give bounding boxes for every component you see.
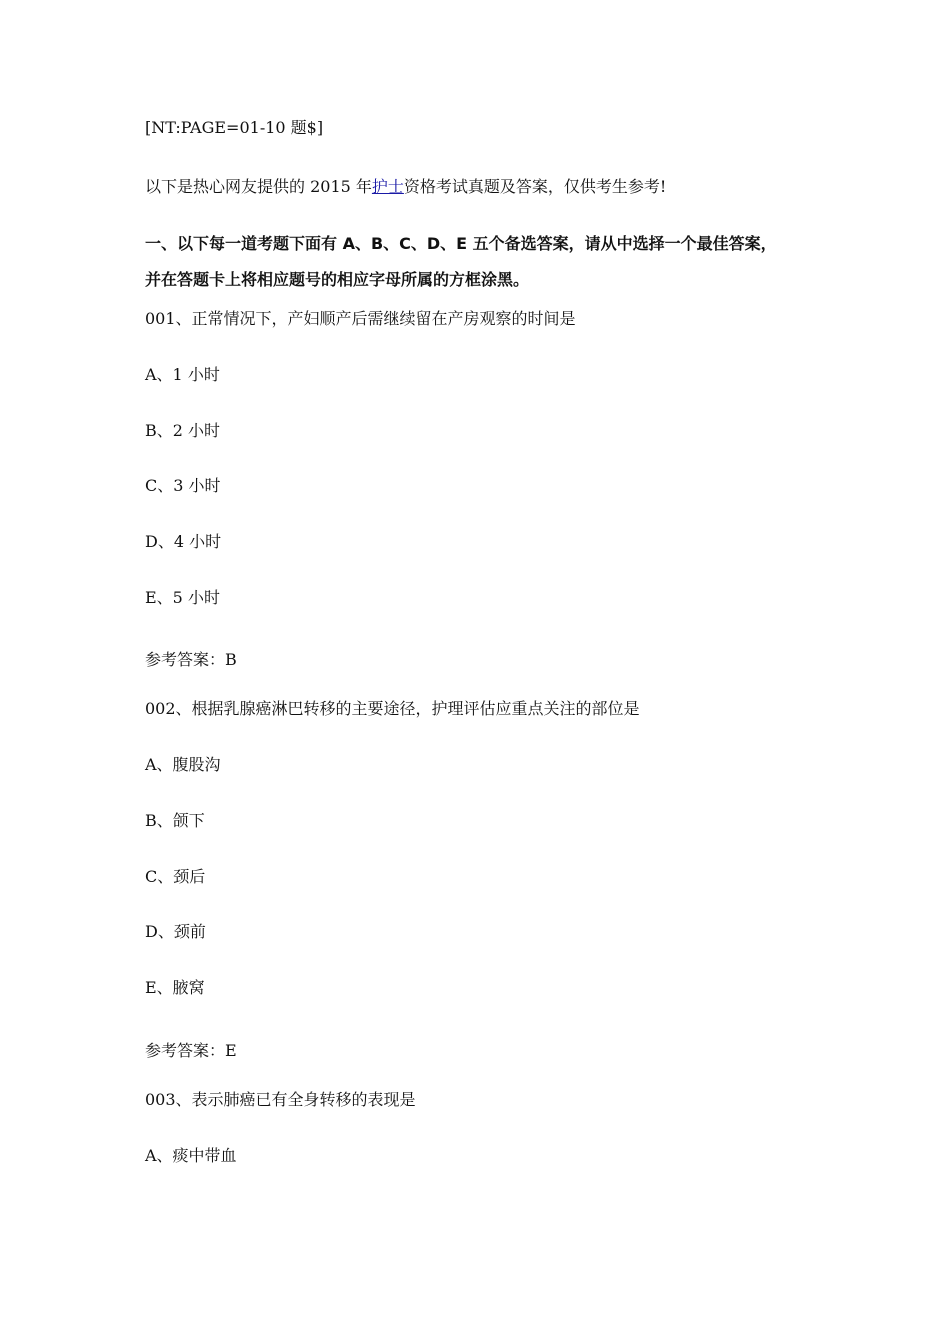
intro-text-after: 资格考试真题及答案，仅供考生参考! bbox=[403, 177, 667, 196]
question-option: D、4 小时 bbox=[145, 532, 222, 551]
instruction-line-2: 并在答题卡上将相应题号的相应字母所属的方框涂黑。 bbox=[145, 270, 530, 289]
question-option: B、颌下 bbox=[145, 811, 205, 830]
question-stem: 002、根据乳腺癌淋巴转移的主要途径，护理评估应重点关注的部位是 bbox=[145, 699, 640, 718]
question-option: C、颈后 bbox=[145, 867, 206, 886]
question-option: D、颈前 bbox=[145, 922, 206, 941]
nurse-link[interactable]: 护士 bbox=[371, 177, 404, 196]
question-option: B、2 小时 bbox=[145, 421, 221, 440]
reference-answer: 参考答案：B bbox=[145, 650, 237, 669]
question-stem: 001、正常情况下，产妇顺产后需继续留在产房观察的时间是 bbox=[145, 309, 576, 328]
question-option: A、痰中带血 bbox=[145, 1146, 237, 1165]
page-tag: [NT:PAGE=01-10 题$] bbox=[145, 118, 324, 137]
question-option: A、腹股沟 bbox=[145, 755, 221, 774]
question-option: E、5 小时 bbox=[145, 588, 220, 607]
instruction-line-1: 一、以下每一道考题下面有 A、B、C、D、E 五个备选答案，请从中选择一个最佳答案， bbox=[145, 234, 777, 253]
question-option: E、腋窝 bbox=[145, 978, 205, 997]
intro-text-before: 以下是热心网友提供的 2015 年 bbox=[145, 177, 372, 196]
question-option: A、1 小时 bbox=[145, 365, 220, 384]
question-option: C、3 小时 bbox=[145, 476, 221, 495]
reference-answer: 参考答案：E bbox=[145, 1041, 237, 1060]
question-stem: 003、表示肺癌已有全身转移的表现是 bbox=[145, 1090, 416, 1109]
intro-paragraph bbox=[145, 176, 890, 198]
